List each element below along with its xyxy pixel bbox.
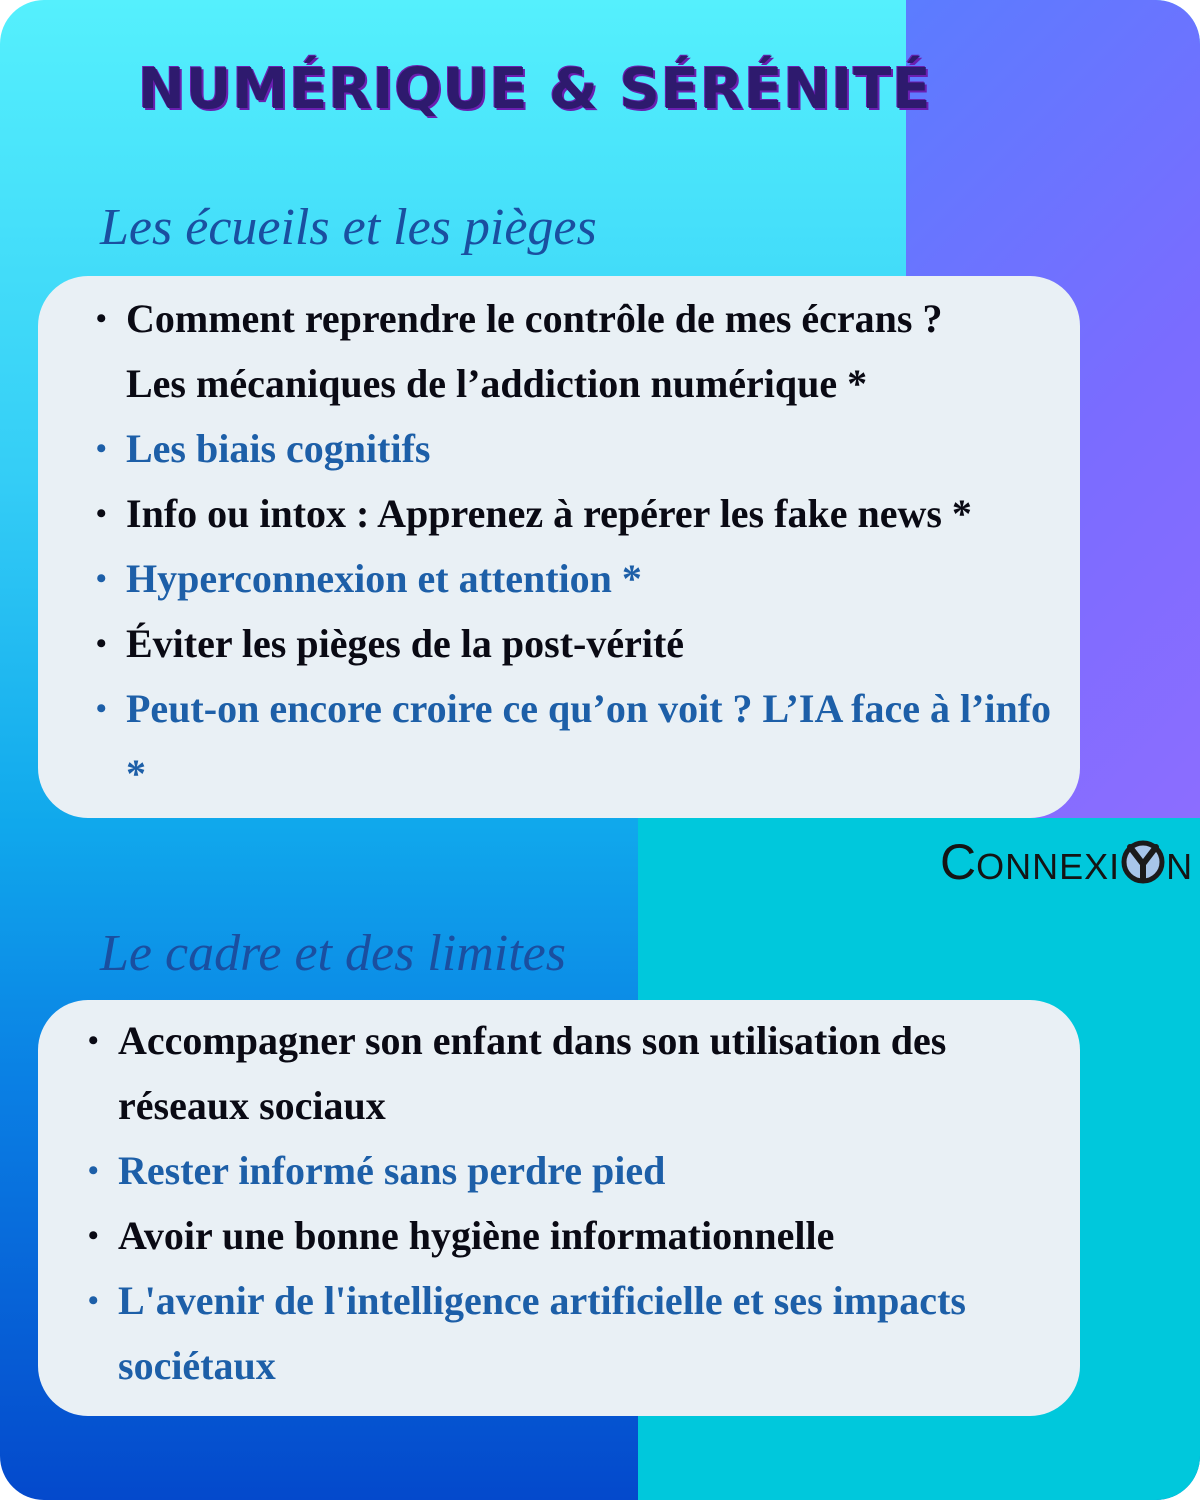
list-cadre [38,1008,1060,1398]
peace-y-icon [1120,839,1166,885]
list-item: • Hyperconnexion et attention * [126,546,1060,611]
list-item [126,286,1060,416]
section-heading-ecueils: Les écueils et les pièges [100,199,597,256]
list-item: • Peut-on encore croire ce qu’on voit ? L’IA face à l’info * [126,676,1060,806]
logo-letter-n: N [1166,846,1194,887]
logo-middle: ONNEXI [976,846,1121,887]
list-item: • L'avenir de l'intelligence artificielle et ses impacts sociétaux [118,1268,1060,1398]
logo-letter-c: C [940,834,977,890]
list-item: • Info ou intox : Apprenez à repérer les fake news * [126,481,1060,546]
list-ecueils [38,286,1060,806]
list-item: • Accompagner son enfant dans son utilisation des réseaux sociaux [118,1008,1060,1138]
list-item-text-line2: Les mécaniques de l’addiction numérique * [126,361,868,406]
list-item-text: Comment reprendre le contrôle de mes écrans ? [126,296,943,341]
panel-cadre [38,1000,1080,1416]
list-item: • Les biais cognitifs [126,416,1060,481]
list-item: • Rester informé sans perdre pied [118,1138,1060,1203]
list-item: • Avoir une bonne hygiène informationnelle [118,1203,1060,1268]
section-heading-cadre: Le cadre et des limites [100,925,566,982]
panel-ecueils [38,276,1080,818]
page-title: NUMÉRIQUE & SÉRÉNITÉ [138,57,932,122]
list-item: • Éviter les pièges de la post-vérité [126,611,1060,676]
connexion-logo [940,836,1193,888]
